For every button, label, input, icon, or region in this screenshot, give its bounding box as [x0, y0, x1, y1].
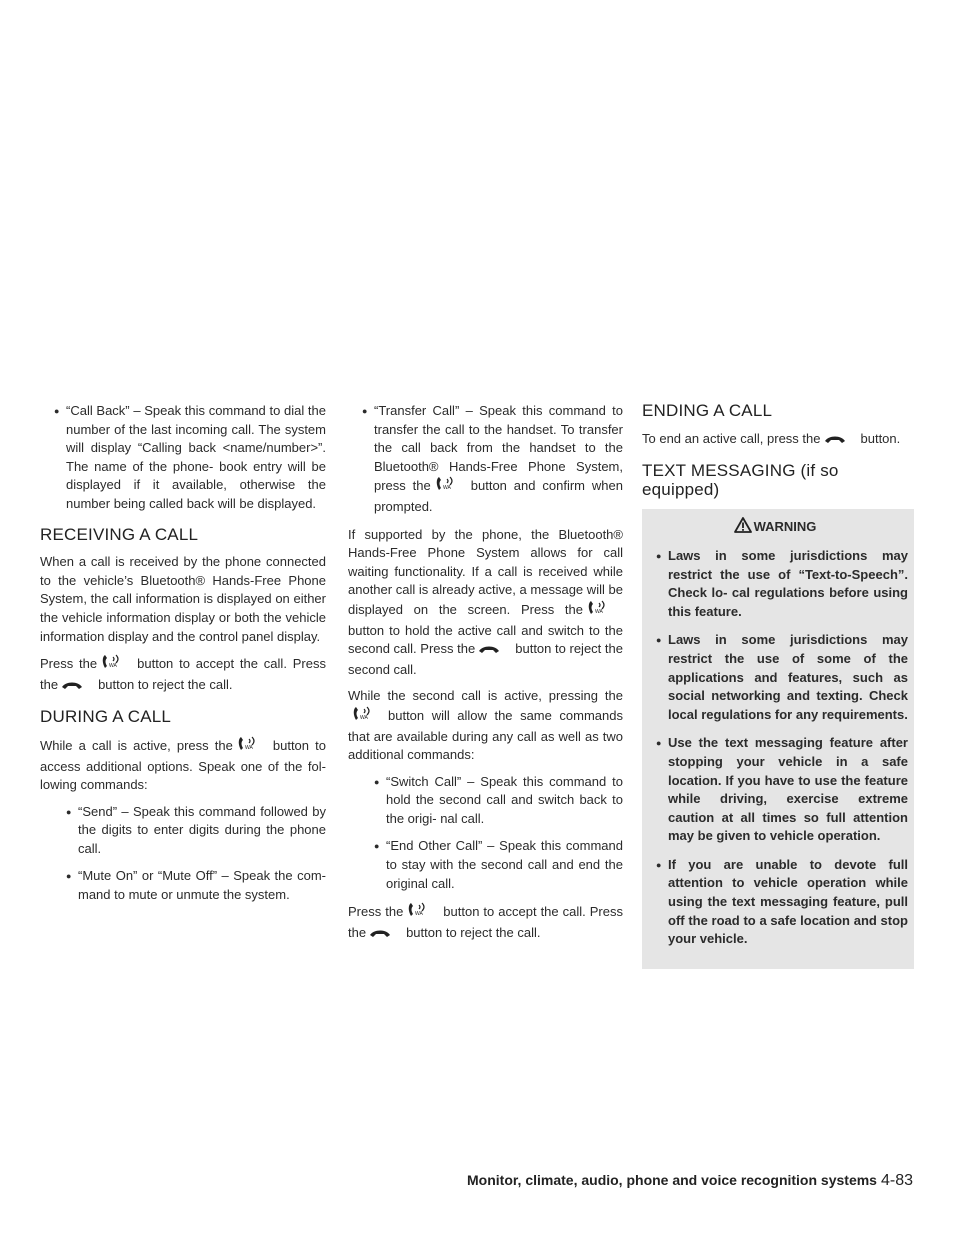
phone-talk-icon [586, 600, 608, 622]
text-fragment: If supported by the phone, the Bluetooth® Hands-Free Phone System allows for call waiting functionality. If a call is received while another call is already active, a message will be displayed on the screen. Press the [348, 526, 623, 617]
warning-box [642, 509, 914, 968]
text-fragment: button to accept the call. Press the [40, 656, 326, 692]
warning-item: ● Laws in some jurisdictions may restrict the use of some of the applications and features, such as social networking and texting. Check local regulations for any requirements. [642, 631, 908, 724]
during-call-paragraph [40, 736, 326, 795]
page-footer [467, 1172, 913, 1190]
receiving-call-heading: RECEIVING A CALL [40, 524, 199, 544]
text-fragment: button to accept the call. Press the [348, 904, 623, 940]
text-fragment: To end an active call, press the [642, 430, 821, 446]
switch-call-item: ● “Switch Call” – Speak this command to hold the second call and switch back to the origi- nal call. [348, 773, 623, 829]
text-messaging-heading: TEXT MESSAGING (if so equipped) [642, 461, 839, 499]
text-fragment: While a call is active, press the [40, 737, 233, 753]
text-fragment: button to reject the second call. [348, 641, 623, 677]
ending-call-heading: ENDING A CALL [642, 401, 773, 420]
callback-command-item: ● “Call Back” – Speak this command to dial the number of the last incoming call. The system will display “Calling back <name/number>”. The name of the phone- book entry will be displayed if it available, otherwise the number being called back will be displayed. [40, 402, 326, 514]
text-fragment: While the second call is active, pressing the [348, 688, 623, 704]
svg-text:WA: WA [595, 608, 603, 615]
text-fragment: button to reject the call. [406, 924, 541, 940]
ending-call-paragraph [642, 430, 914, 451]
warning-item: ● Laws in some jurisdictions may restrict the use of “Text-to-Speech”. Check lo- cal regulations before using this feature. [642, 547, 908, 621]
text-fragment: Press the [348, 904, 404, 920]
phone-hangup-icon [478, 642, 500, 661]
end-other-call-item: ● “End Other Call” – Speak this command to stay with the second call and end the original call. [348, 837, 623, 893]
phone-talk-icon [351, 706, 373, 728]
text-fragment: button to reject the call. [98, 676, 233, 692]
column-2 [348, 402, 623, 952]
page-number: 4-83 [880, 1172, 913, 1189]
receiving-call-instructions [40, 654, 326, 696]
mute-command-item: ● “Mute On” or “Mute Off” – Speak the com- mand to mute or unmute the system. [40, 867, 326, 904]
column-1 [40, 402, 326, 914]
text-fragment: button to access additional options. Speak one of the fol- lowing commands: [40, 737, 326, 793]
svg-text:WA: WA [244, 744, 253, 751]
phone-talk-icon [434, 476, 456, 498]
second-call-accept-paragraph [348, 902, 623, 944]
warning-title: WARNING [753, 519, 817, 535]
footer-section-title: Monitor, climate, audio, phone and voice recognition systems [467, 1172, 877, 1188]
warning-item: ● If you are unable to devote full attention to vehicle operation while using the text messaging feature, pull off the road to a safe location and stop your vehicle. [642, 856, 908, 949]
phone-talk-icon [406, 902, 428, 924]
second-call-paragraph [348, 687, 623, 764]
svg-text:WA: WA [109, 663, 118, 670]
receiving-call-paragraph: When a call is received by the phone connected to the vehicle’s Bluetooth® Hands-Free Phone System, the call information is displayed on either the vehicle information display or both the vehicle information display and the control panel display. [40, 554, 326, 644]
warning-triangle-icon [734, 517, 752, 533]
warning-header [642, 517, 908, 537]
phone-hangup-icon [369, 926, 391, 945]
column-3 [642, 402, 914, 969]
send-command-item: ● “Send” – Speak this command followed by the digits to enter digits during the phone call. [40, 803, 326, 859]
during-call-heading: DURING A CALL [40, 707, 172, 727]
phone-hangup-icon [824, 432, 846, 451]
svg-text:WA: WA [415, 911, 424, 918]
text-fragment: “Transfer Call” – Speak this command to transfer the call to the handset. To transfer the call back from the handset to the Bluetooth® Hands-Free Phone System, press the [374, 403, 623, 494]
transfer-command-item [348, 402, 623, 517]
text-fragment: button will allow the same commands that are available during any call as well as two additional commands: [348, 707, 623, 763]
phone-hangup-icon [61, 678, 83, 697]
text-fragment: button and confirm when prompted. [374, 478, 623, 514]
text-fragment: button. [860, 430, 901, 446]
text-fragment: Press the [40, 656, 98, 672]
call-waiting-paragraph [348, 526, 623, 680]
svg-text:WA: WA [442, 485, 451, 492]
warning-item: ● Use the text messaging feature after stopping your vehicle in a safe location. If you have to use the feature while driving, exercise extreme caution at all times so full attention may be given to vehicle operation. [642, 734, 908, 846]
phone-talk-icon [100, 654, 122, 676]
phone-talk-icon [236, 736, 258, 758]
svg-text:WA: WA [360, 714, 368, 721]
text-fragment: button to hold the active call and switch to the second call. Press the [348, 622, 623, 657]
